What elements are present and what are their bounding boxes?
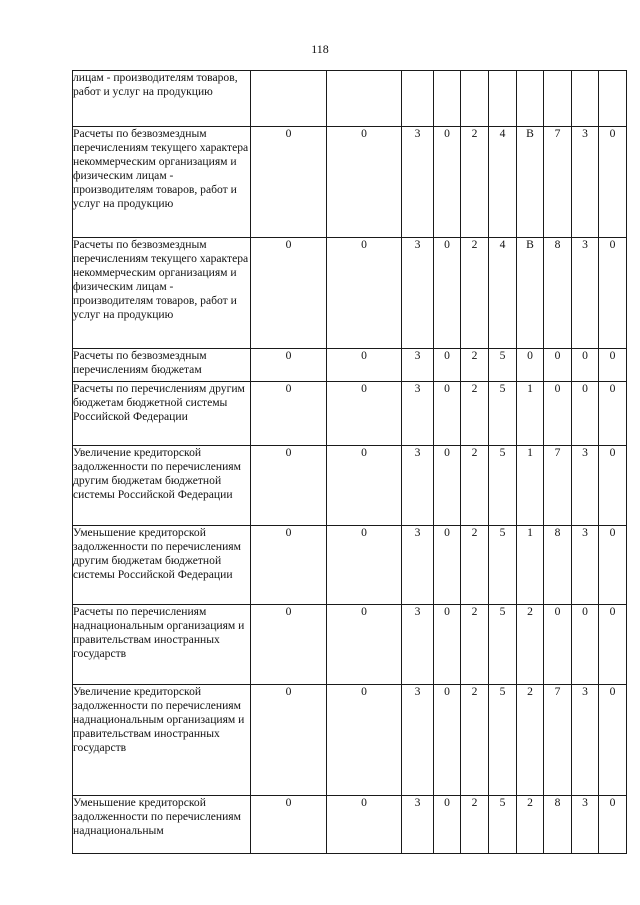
- code-digit-cell: [544, 71, 572, 127]
- code-digit-cell: 2: [461, 526, 489, 605]
- table-row: [73, 71, 627, 127]
- code-digit-cell: 2: [461, 349, 489, 382]
- code-digit-cell: 3: [572, 796, 599, 854]
- code-digit-cell: 0: [572, 382, 599, 446]
- page-number: 118: [311, 42, 329, 56]
- account-label-cell: Увеличение кредиторской задолженности по перечислениям другим бюджетам бюджетной системы Российской Федерации: [73, 446, 251, 526]
- table-row: [73, 605, 627, 685]
- code-digit-cell: 5: [489, 685, 517, 796]
- code-digit-cell: 8: [544, 796, 572, 854]
- code-digit-cell: 0: [434, 605, 461, 685]
- code-digit-cell: 0: [544, 382, 572, 446]
- account-codes-table: [72, 70, 627, 854]
- code-digit-cell: [517, 71, 544, 127]
- code-digit-cell: 8: [544, 238, 572, 349]
- account-label-cell: Расчеты по безвозмездным перечислениям текущего характера некоммерческим организациям и физическим лицам - производителям товаров, работ и услуг на продукцию: [73, 238, 251, 349]
- account-label-cell: Расчеты по перечислениям наднациональным организациям и правительствам иностранных государств: [73, 605, 251, 685]
- code-digit-cell: 3: [402, 446, 434, 526]
- table-row: [73, 349, 627, 382]
- code-digit-cell: 5: [489, 349, 517, 382]
- code-digit-cell: 0: [599, 796, 627, 854]
- table-row: [73, 238, 627, 349]
- code-digit-cell: 0: [434, 796, 461, 854]
- code-digit-cell: 0: [434, 238, 461, 349]
- code-digit-cell: [327, 71, 402, 127]
- code-digit-cell: 0: [434, 526, 461, 605]
- code-digit-cell: 5: [489, 382, 517, 446]
- code-digit-cell: 0: [327, 238, 402, 349]
- code-digit-cell: 5: [489, 446, 517, 526]
- code-digit-cell: 3: [402, 382, 434, 446]
- code-digit-cell: 0: [434, 446, 461, 526]
- code-digit-cell: 2: [461, 446, 489, 526]
- code-digit-cell: 2: [461, 238, 489, 349]
- account-label-cell: Расчеты по безвозмездным перечислениям бюджетам: [73, 349, 251, 382]
- code-digit-cell: 7: [544, 446, 572, 526]
- code-digit-cell: 0: [327, 349, 402, 382]
- code-digit-cell: 8: [544, 526, 572, 605]
- code-digit-cell: 0: [599, 446, 627, 526]
- code-digit-cell: 3: [572, 526, 599, 605]
- code-digit-cell: 0: [251, 382, 327, 446]
- code-digit-cell: [489, 71, 517, 127]
- code-digit-cell: 3: [402, 796, 434, 854]
- account-label-cell: Расчеты по перечислениям другим бюджетам бюджетной системы Российской Федерации: [73, 382, 251, 446]
- code-digit-cell: 0: [434, 382, 461, 446]
- code-digit-cell: 0: [251, 127, 327, 238]
- code-digit-cell: 0: [327, 796, 402, 854]
- code-digit-cell: 4: [489, 127, 517, 238]
- code-digit-cell: 1: [517, 526, 544, 605]
- table-row: [73, 526, 627, 605]
- code-digit-cell: 0: [251, 796, 327, 854]
- code-digit-cell: 0: [251, 446, 327, 526]
- code-digit-cell: 2: [517, 685, 544, 796]
- code-digit-cell: 0: [251, 349, 327, 382]
- table-row: [73, 685, 627, 796]
- code-digit-cell: 0: [327, 127, 402, 238]
- code-digit-cell: 0: [572, 605, 599, 685]
- code-digit-cell: [434, 71, 461, 127]
- code-digit-cell: 0: [434, 127, 461, 238]
- code-digit-cell: 0: [327, 605, 402, 685]
- account-label-cell: Увеличение кредиторской задолженности по перечислениям наднациональным организациям и правительствам иностранных государств: [73, 685, 251, 796]
- code-digit-cell: 3: [572, 238, 599, 349]
- code-digit-cell: 3: [402, 127, 434, 238]
- table-row: [73, 127, 627, 238]
- code-digit-cell: 3: [402, 238, 434, 349]
- code-digit-cell: 0: [327, 446, 402, 526]
- table-row: [73, 382, 627, 446]
- code-digit-cell: 0: [251, 685, 327, 796]
- code-digit-cell: 4: [489, 238, 517, 349]
- code-digit-cell: 3: [402, 349, 434, 382]
- code-digit-cell: 0: [251, 605, 327, 685]
- code-digit-cell: 2: [461, 127, 489, 238]
- code-digit-cell: 3: [572, 685, 599, 796]
- code-digit-cell: 0: [327, 685, 402, 796]
- code-digit-cell: 3: [572, 127, 599, 238]
- code-digit-cell: 1: [517, 382, 544, 446]
- table-row: [73, 796, 627, 854]
- account-label-cell: лицам - производителям товаров, работ и услуг на продукцию: [73, 71, 251, 127]
- code-digit-cell: 0: [251, 526, 327, 605]
- code-digit-cell: 2: [517, 605, 544, 685]
- code-digit-cell: 0: [599, 382, 627, 446]
- table-row: [73, 446, 627, 526]
- code-digit-cell: 3: [402, 526, 434, 605]
- code-digit-cell: 0: [599, 685, 627, 796]
- code-digit-cell: 0: [544, 605, 572, 685]
- code-digit-cell: 0: [599, 526, 627, 605]
- code-digit-cell: 3: [402, 685, 434, 796]
- code-digit-cell: 2: [461, 685, 489, 796]
- code-digit-cell: 0: [517, 349, 544, 382]
- code-digit-cell: 1: [517, 446, 544, 526]
- code-digit-cell: 3: [402, 605, 434, 685]
- code-digit-cell: 2: [461, 382, 489, 446]
- code-digit-cell: В: [517, 238, 544, 349]
- code-digit-cell: 0: [599, 238, 627, 349]
- account-label-cell: Уменьшение кредиторской задолженности по перечислениям другим бюджетам бюджетной системы Российской Федерации: [73, 526, 251, 605]
- code-digit-cell: [599, 71, 627, 127]
- code-digit-cell: 5: [489, 526, 517, 605]
- code-digit-cell: 7: [544, 127, 572, 238]
- code-digit-cell: 7: [544, 685, 572, 796]
- code-digit-cell: 2: [461, 605, 489, 685]
- code-digit-cell: [251, 71, 327, 127]
- code-digit-cell: 0: [434, 685, 461, 796]
- code-digit-cell: [402, 71, 434, 127]
- code-digit-cell: [461, 71, 489, 127]
- code-digit-cell: 0: [572, 349, 599, 382]
- code-digit-cell: 5: [489, 605, 517, 685]
- code-digit-cell: [572, 71, 599, 127]
- account-label-cell: Уменьшение кредиторской задолженности по перечислениям наднациональным: [73, 796, 251, 854]
- code-digit-cell: 2: [517, 796, 544, 854]
- code-digit-cell: 3: [572, 446, 599, 526]
- code-digit-cell: 0: [251, 238, 327, 349]
- code-digit-cell: 0: [327, 526, 402, 605]
- code-digit-cell: 2: [461, 796, 489, 854]
- code-digit-cell: 0: [599, 349, 627, 382]
- code-digit-cell: 0: [434, 349, 461, 382]
- code-digit-cell: 0: [544, 349, 572, 382]
- code-digit-cell: 0: [599, 605, 627, 685]
- code-digit-cell: 5: [489, 796, 517, 854]
- code-digit-cell: 0: [327, 382, 402, 446]
- code-digit-cell: В: [517, 127, 544, 238]
- code-digit-cell: 0: [599, 127, 627, 238]
- account-label-cell: Расчеты по безвозмездным перечислениям текущего характера некоммерческим организациям и физическим лицам - производителям товаров, работ и услуг на продукцию: [73, 127, 251, 238]
